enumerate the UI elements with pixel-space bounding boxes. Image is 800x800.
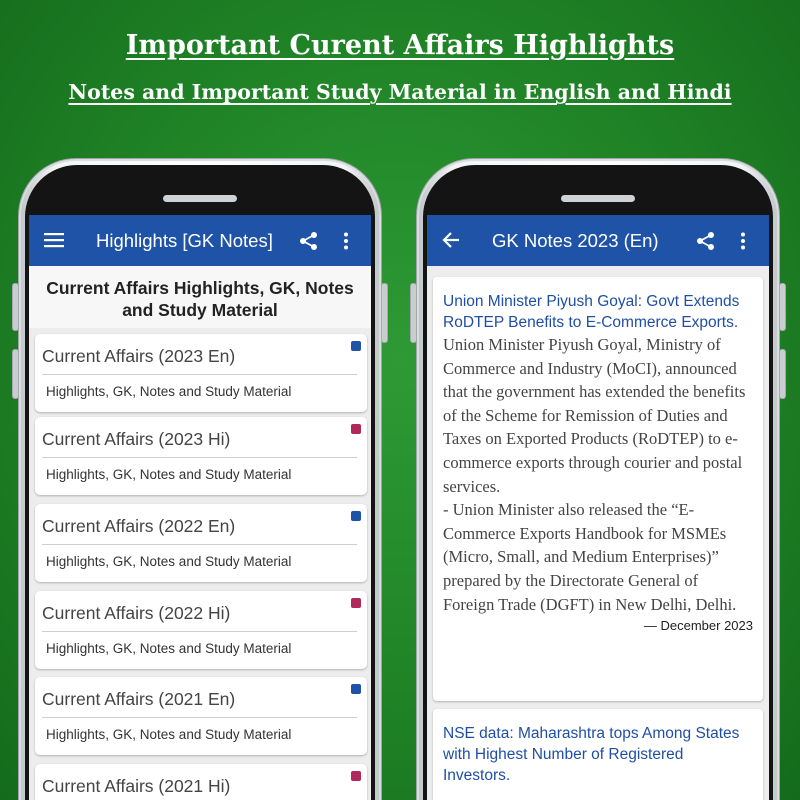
list-item[interactable] [35,334,367,412]
article-date: — December 2023 [643,618,753,634]
list-item[interactable] [35,504,367,582]
more-vert-icon[interactable] [339,229,353,253]
phone-speaker [561,195,635,202]
share-icon[interactable] [694,229,718,253]
list-item-title: Current Affairs (2021 En) [42,689,236,709]
phone-right [416,158,780,800]
right-appbar [427,215,769,266]
share-icon[interactable] [297,229,321,253]
list-item[interactable] [35,677,367,755]
language-dot [351,771,361,781]
language-dot [351,684,361,694]
right-screen [427,215,769,800]
list-item-subtitle: Highlights, GK, Notes and Study Material [46,641,292,656]
list-item-title: Current Affairs (2023 En) [42,346,236,366]
left-appbar-title: Highlights [GK Notes] [96,230,273,251]
back-arrow-icon[interactable] [439,228,463,252]
divider [42,374,357,375]
article-title[interactable]: NSE data: Maharashtra tops Among States with Highest Number of Registered Investors. [443,725,740,784]
banner-title: Important Curent Affairs Highlights [125,30,675,61]
divider [42,717,357,718]
phone-speaker [163,195,237,202]
language-dot [351,511,361,521]
phone-side-button [12,283,19,331]
list-item-title: Current Affairs (2021 Hi) [42,776,231,796]
language-dot [351,424,361,434]
list-item-title: Current Affairs (2023 Hi) [42,429,231,449]
list-item-subtitle: Highlights, GK, Notes and Study Material [46,467,292,482]
article-title[interactable]: Union Minister Piyush Goyal: Govt Extends RoDTEP Benefits to E-Commerce Exports. [443,293,740,331]
right-appbar-title: GK Notes 2023 (En) [492,230,659,251]
more-vert-icon[interactable] [736,229,750,253]
list-item-subtitle: Highlights, GK, Notes and Study Material [46,384,292,399]
article-card[interactable] [433,709,763,800]
divider [42,631,357,632]
phone-side-button [12,349,19,399]
list-heading: Current Affairs Highlights, GK, Notes and Study Material [29,266,371,328]
list-item[interactable] [35,764,367,800]
list-item[interactable] [35,591,367,669]
phone-left [18,158,382,800]
left-screen [29,215,371,800]
language-dot [351,341,361,351]
list-item-subtitle: Highlights, GK, Notes and Study Material [46,554,292,569]
list-item[interactable] [35,417,367,495]
list-item-title: Current Affairs (2022 En) [42,516,236,536]
list-item-subtitle: Highlights, GK, Notes and Study Material [46,727,292,742]
list-item-title: Current Affairs (2022 Hi) [42,603,231,623]
phone-side-button [410,283,417,343]
article-body: Union Minister Piyush Goyal, Ministry of Commerce and Industry (MoCI), announced that the government has extended the benefits of the Scheme for Remission of Duties and Taxes on Exported Products (RoDTEP) to e-commerce exports through courier and postal services. - Union Minister also released the “E-Commerce Exports Handbook for MSMEs (Micro, Small, and Medium Enterprises)” prepared by the Directorate General of Foreign Trade (DGFT) in New Delhi, Delhi. [443,335,746,614]
menu-icon[interactable] [43,229,65,251]
divider [42,544,357,545]
phone-side-button [779,349,786,399]
banner-subtitle: Notes and Important Study Material in English and Hindi [68,80,732,104]
phone-side-button [381,283,388,343]
divider [42,457,357,458]
language-dot [351,598,361,608]
left-appbar [29,215,371,266]
phone-side-button [779,283,786,331]
article-card[interactable] [433,277,763,701]
